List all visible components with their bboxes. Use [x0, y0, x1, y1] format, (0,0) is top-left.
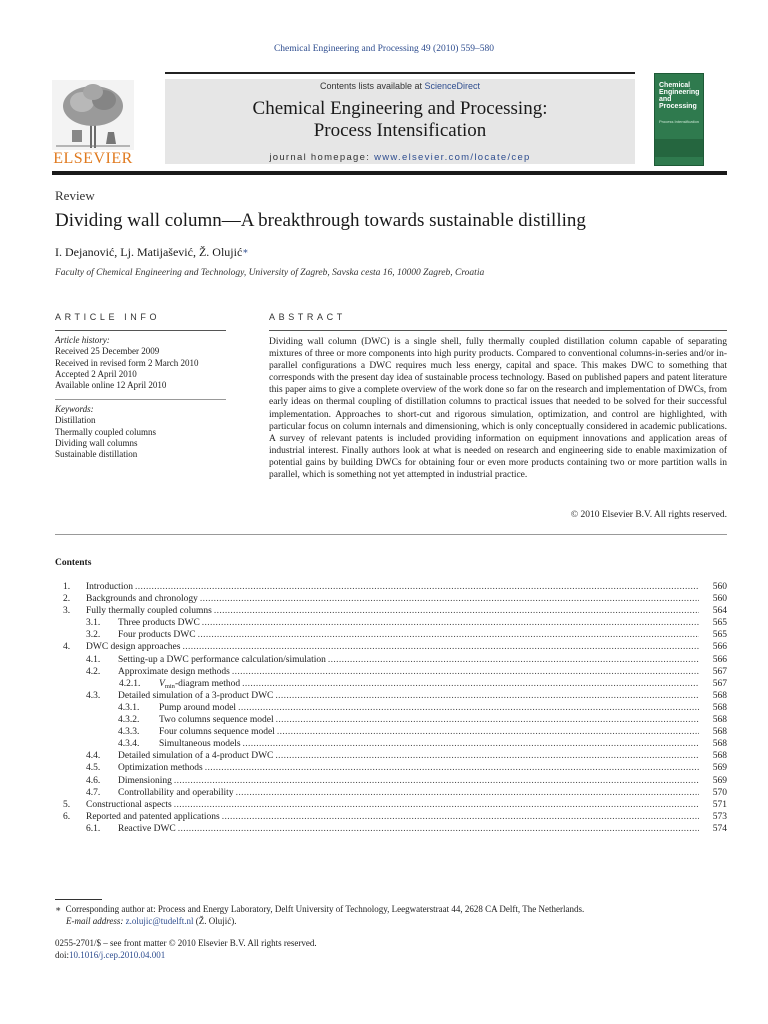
toc-entry[interactable] — [55, 750, 727, 762]
toc-entry-page[interactable]: 568 — [712, 702, 727, 713]
toc-entry[interactable] — [55, 617, 727, 629]
toc-entry-title-line — [118, 666, 699, 678]
toc-entry[interactable] — [55, 678, 727, 690]
toc-entry-title-text: Constructional aspects — [86, 799, 172, 810]
toc-entry-title-text: Four columns sequence model — [159, 727, 275, 738]
toc-entry[interactable] — [55, 593, 727, 605]
history-online: Available online 12 April 2010 — [55, 380, 167, 391]
toc-entry-title-text: Reactive DWC — [118, 823, 176, 834]
toc-entry-title-text: DWC design approaches — [86, 642, 181, 653]
keyword-item: Thermally coupled columns — [55, 426, 156, 437]
journal-title-line1: Chemical Engineering and Processing: — [252, 98, 548, 119]
toc-entry-title[interactable] — [159, 714, 276, 726]
toc-entry-title-text: Approximate design methods — [118, 666, 230, 677]
toc-entry-number: 3.2. — [86, 630, 101, 641]
toc-entry-title-text: Pump around model — [159, 702, 237, 713]
email-label: E-mail address: — [66, 915, 126, 926]
toc-entry-page[interactable]: 573 — [712, 811, 727, 822]
toc-entry-title-line — [118, 629, 699, 641]
toc-leader-dots — [174, 775, 699, 787]
history-accepted: Accepted 2 April 2010 — [55, 368, 137, 379]
toc-entry-page[interactable]: 565 — [712, 618, 727, 629]
issn-block — [55, 938, 727, 961]
toc-leader-dots — [202, 617, 699, 629]
toc-entry[interactable] — [55, 690, 727, 702]
toc-entry-title-subscript: min — [164, 682, 175, 690]
toc-entry-number: 4.3.3. — [118, 727, 140, 738]
toc-entry[interactable] — [55, 702, 727, 714]
toc-entry-title-line — [118, 775, 699, 787]
toc-entry-title-line — [118, 690, 699, 702]
toc-entry[interactable] — [55, 775, 727, 787]
cover-subtitle: Process Intensification — [659, 119, 700, 124]
toc-entry[interactable] — [55, 823, 727, 835]
toc-entry-title-text: Optimization methods — [118, 763, 203, 774]
affiliation: Faculty of Chemical Engineering and Technology, University of Zagreb, Savska cesta 16, 10000 Zagreb, Croatia — [55, 268, 485, 278]
toc-leader-dots — [243, 738, 699, 750]
toc-entry-number: 4.2.1. — [119, 678, 141, 689]
toc-entry-title[interactable] — [86, 641, 182, 653]
contents-prefix: Contents lists available at — [319, 81, 425, 91]
toc-entry-title-line — [159, 714, 699, 726]
email-suffix: (Ž. Olujić). — [193, 915, 237, 926]
homepage-link[interactable]: www.elsevier.com/locate/cep — [374, 152, 531, 163]
abstract-bottom-rule — [55, 534, 727, 535]
toc-leader-dots — [205, 762, 699, 774]
toc-entry-number: 4.3.2. — [118, 715, 140, 726]
toc-entry-title-text: Introduction — [86, 582, 133, 592]
toc-entry-page[interactable]: 566 — [712, 654, 727, 665]
toc-entry-title[interactable] — [86, 581, 135, 593]
toc-entry-number: 3.1. — [86, 618, 101, 629]
toc-leader-dots — [277, 726, 699, 738]
toc-entry-title[interactable] — [159, 726, 277, 738]
copyright-notice: © 2010 Elsevier B.V. All rights reserved. — [570, 510, 727, 520]
toc-entry-title-line — [159, 738, 699, 750]
toc-entry-page[interactable]: 567 — [712, 678, 727, 689]
keywords-rule — [55, 399, 226, 400]
journal-homepage — [165, 152, 635, 163]
homepage-prefix: journal homepage: — [269, 152, 375, 163]
toc-entry-number: 4.4. — [86, 751, 101, 762]
toc-leader-dots — [328, 654, 699, 666]
toc-entry-title[interactable] — [118, 654, 328, 666]
toc-entry[interactable] — [55, 738, 727, 750]
corresponding-author-mark[interactable]: ∗ — [242, 246, 249, 256]
toc-entry-title-line — [86, 641, 699, 653]
toc-entry-title-text: Dimensioning — [118, 775, 172, 786]
toc-entry-title-text: Fully thermally coupled columns — [86, 606, 212, 617]
toc-leader-dots — [178, 823, 699, 835]
toc-entry-number: 4.6. — [86, 775, 101, 786]
toc-entry-title-line — [118, 762, 699, 774]
toc-entry-title-line — [86, 581, 699, 593]
doi-line — [55, 950, 727, 962]
toc-leader-dots — [275, 750, 699, 762]
toc-entry[interactable] — [55, 581, 727, 593]
keyword-item: Distillation — [55, 415, 96, 426]
journal-title — [165, 98, 635, 142]
toc-entry-title[interactable] — [86, 605, 214, 617]
history-received: Received 25 December 2009 — [55, 346, 160, 357]
history-revised: Received in revised form 2 March 2010 — [55, 357, 199, 368]
footnote-rule — [55, 899, 102, 900]
toc-entry-number: 4.5. — [86, 763, 101, 774]
toc-leader-dots — [200, 593, 699, 605]
journal-title-line2: Process Intensification — [313, 120, 487, 141]
toc-entry-number: 4.1. — [86, 654, 101, 665]
corresponding-footnote — [55, 904, 727, 927]
toc-entry-title[interactable] — [86, 799, 174, 811]
toc-leader-dots — [222, 811, 699, 823]
toc-entry-title-text: Three products DWC — [118, 618, 200, 629]
keyword-item: Sustainable distillation — [55, 449, 138, 460]
toc-entry-number: 1. — [63, 582, 71, 592]
toc-entry-number: 4. — [63, 642, 71, 653]
toc-entry-page[interactable]: 560 — [712, 594, 727, 605]
toc-leader-dots — [276, 714, 699, 726]
toc-entry-title-line — [118, 787, 699, 799]
toc-entry[interactable] — [55, 726, 727, 738]
toc-entry[interactable] — [55, 714, 727, 726]
toc-entry[interactable] — [55, 762, 727, 774]
article-info-heading: ARTICLE INFO — [55, 312, 161, 322]
abstract-heading: ABSTRACT — [269, 312, 346, 322]
toc-leader-dots — [236, 787, 699, 799]
toc-entry[interactable] — [55, 654, 727, 666]
toc-entry-page[interactable]: 570 — [712, 787, 727, 798]
toc-entry-title-line — [86, 593, 699, 605]
toc-entry-page[interactable]: 574 — [712, 823, 727, 834]
toc-entry-title[interactable] — [86, 593, 200, 605]
toc-entry-title[interactable] — [159, 702, 238, 714]
toc-entry-title-text: Setting-up a DWC performance calculation/simulation — [118, 654, 326, 665]
history-label: Article history: — [55, 335, 110, 345]
paper-title: Dividing wall column—A breakthrough towards sustainable distilling — [55, 210, 586, 231]
journal-reference[interactable]: Chemical Engineering and Processing 49 (2010) 559–580 — [273, 44, 495, 54]
abstract-rule — [269, 330, 727, 331]
journal-cover-image — [654, 73, 704, 166]
toc-entry[interactable] — [55, 666, 727, 678]
toc-entry-title-text: V — [159, 678, 165, 689]
toc-entry-page[interactable]: 568 — [712, 715, 727, 726]
contents-heading: Contents — [55, 558, 92, 568]
toc-entry-page[interactable]: 568 — [712, 739, 727, 750]
toc-entry-title-text: Two columns sequence model — [159, 715, 274, 726]
author-list — [55, 245, 248, 260]
toc-entry-title-text: Controllability and operability — [118, 787, 234, 798]
toc-entry-number: 2. — [63, 594, 71, 605]
toc-entry-page[interactable]: 571 — [712, 799, 727, 810]
toc-entry-page[interactable]: 569 — [712, 775, 727, 786]
toc-entry-number: 6.1. — [86, 823, 101, 834]
toc-entry-number: 4.2. — [86, 666, 101, 677]
abstract-text: Dividing wall column (DWC) is a single shell, fully thermally coupled distillation column capable of separating mixtures of three or more components into high purity products. Compared to conventional columns-in-series and/or in-parallel configurations a DWC requires much less energy, capital and space. This makes DWC to something that corresponds with the present day idea of sustainable process technology. Based on published papers and patent literature this paper aims to give a complete overview of the work done so far on the research and implementation of DWCs, from early ideas on thermal coupling of distillation columns to practical issues that needed to be solved for their successful implementation. Approaches to short-cut and rigorous simulation, optimization, and control are highlighted, with particular focus on column internals and dimensioning, which is only conceptually considered in academic publications. A survey of relevant patents is included providing information on equipment innovations and application areas of industrial interest. Finally authors look at what is needed on research and engineering side to enable maximization of potential gains by building DWCs for obtaining four or even more products containing two or more partition walls in parallel, which is something not yet attempted in industrial practice. — [269, 337, 727, 481]
toc-entry-page[interactable]: 565 — [712, 630, 727, 641]
toc-entry-title[interactable] — [118, 823, 178, 835]
toc-entry[interactable] — [55, 641, 727, 653]
toc-entry-number: 6. — [63, 811, 71, 822]
article-history — [55, 335, 226, 391]
elsevier-wordmark: ELSEVIER — [53, 150, 133, 167]
footnote-mark: ∗ — [55, 904, 62, 914]
article-info-rule — [55, 330, 226, 331]
toc-leader-dots — [238, 702, 699, 714]
email-link[interactable]: z.olujic@tudelft.nl — [125, 915, 194, 926]
toc-entry-title[interactable] — [118, 690, 275, 702]
toc-entry-number: 4.7. — [86, 787, 101, 798]
toc-entry-number: 4.3.4. — [118, 739, 140, 750]
toc-entry-title-rest: -diagram method — [174, 678, 241, 689]
toc-leader-dots — [174, 799, 699, 811]
toc-entry-title[interactable] — [118, 787, 236, 799]
keywords-block — [55, 404, 226, 460]
toc-entry-title[interactable] — [118, 617, 202, 629]
toc-entry-title-text: Simultaneous models — [159, 739, 241, 750]
toc-entry-title-line — [86, 799, 699, 811]
toc-entry[interactable] — [55, 629, 727, 641]
toc-entry-title-line — [118, 750, 699, 762]
toc-entry-title-line — [118, 654, 699, 666]
toc-entry-number: 3. — [63, 606, 71, 617]
toc-entry-title[interactable] — [118, 666, 232, 678]
footnote-corresponding — [55, 904, 727, 916]
toc-entry-page[interactable]: 568 — [712, 727, 727, 738]
toc-entry-title-line — [86, 605, 699, 617]
toc-entry-title-line — [118, 823, 699, 835]
header-bottom-rule — [52, 171, 727, 175]
toc-leader-dots — [135, 581, 699, 593]
toc-entry-title[interactable] — [86, 811, 222, 823]
toc-entry[interactable] — [55, 787, 727, 799]
toc-entry[interactable] — [55, 605, 727, 617]
toc-leader-dots — [275, 690, 699, 702]
toc-entry[interactable] — [55, 799, 727, 811]
toc-leader-dots — [232, 666, 699, 678]
footnote-email-line — [55, 916, 727, 928]
toc-entry-title-line — [159, 726, 699, 738]
toc-entry-title[interactable] — [159, 738, 243, 750]
keywords-label: Keywords: — [55, 404, 94, 414]
cover-band — [655, 139, 703, 157]
toc-entry-page[interactable]: 564 — [712, 606, 727, 617]
table-of-contents — [55, 581, 727, 835]
toc-entry-page[interactable]: 569 — [712, 763, 727, 774]
article-type: Review — [55, 188, 95, 203]
toc-entry-title-line — [159, 702, 699, 714]
keyword-item: Dividing wall columns — [55, 437, 138, 448]
toc-entry-title[interactable] — [118, 762, 205, 774]
toc-entry-page[interactable]: 567 — [712, 666, 727, 677]
toc-entry-title[interactable] — [118, 750, 275, 762]
footnote-text: Corresponding author at: Process and Energy Laboratory, Delft University of Technology, Leegwaterstraat 44, 2628 CA Delft, The Netherlands. — [65, 904, 585, 914]
sciencedirect-link[interactable]: ScienceDirect — [424, 81, 481, 91]
issn-line: 0255-2701/$ – see front matter © 2010 Elsevier B.V. All rights reserved. — [55, 938, 317, 948]
toc-leader-dots — [214, 605, 699, 617]
toc-entry-title[interactable] — [118, 775, 174, 787]
toc-leader-dots — [182, 641, 699, 653]
toc-entry-title-text: Four products DWC — [118, 630, 196, 641]
toc-entry-page[interactable]: 566 — [712, 642, 727, 653]
toc-entry-title-line — [118, 617, 699, 629]
toc-entry-title[interactable] — [118, 629, 198, 641]
toc-entry-title-text: Detailed simulation of a 3-product DWC — [118, 690, 274, 701]
doi-prefix: doi: — [55, 949, 70, 960]
toc-entry-page[interactable]: 568 — [712, 751, 727, 762]
toc-entry-title-text: Backgrounds and chronology — [86, 594, 198, 605]
toc-entry-title-line — [86, 811, 699, 823]
toc-entry-number: 4.3. — [86, 690, 101, 701]
header-top-rule — [165, 72, 635, 74]
toc-entry-page[interactable]: 568 — [712, 690, 727, 701]
toc-entry[interactable] — [55, 811, 727, 823]
toc-leader-dots — [198, 629, 699, 641]
cover-title: Chemical Engineering and Processing — [659, 82, 700, 110]
authors-names: I. Dejanović, Lj. Matijašević, Ž. Olujić — [55, 245, 243, 259]
toc-entry-page[interactable]: 560 — [712, 582, 727, 592]
contents-availability — [165, 81, 635, 91]
toc-entry-title-text: Reported and patented applications — [86, 811, 220, 822]
toc-entry-title-text: Detailed simulation of a 4-product DWC — [118, 751, 274, 762]
toc-entry-number: 5. — [63, 799, 71, 810]
toc-entry-number: 4.3.1. — [118, 702, 140, 713]
doi-link[interactable]: 10.1016/j.cep.2010.04.001 — [69, 949, 166, 960]
